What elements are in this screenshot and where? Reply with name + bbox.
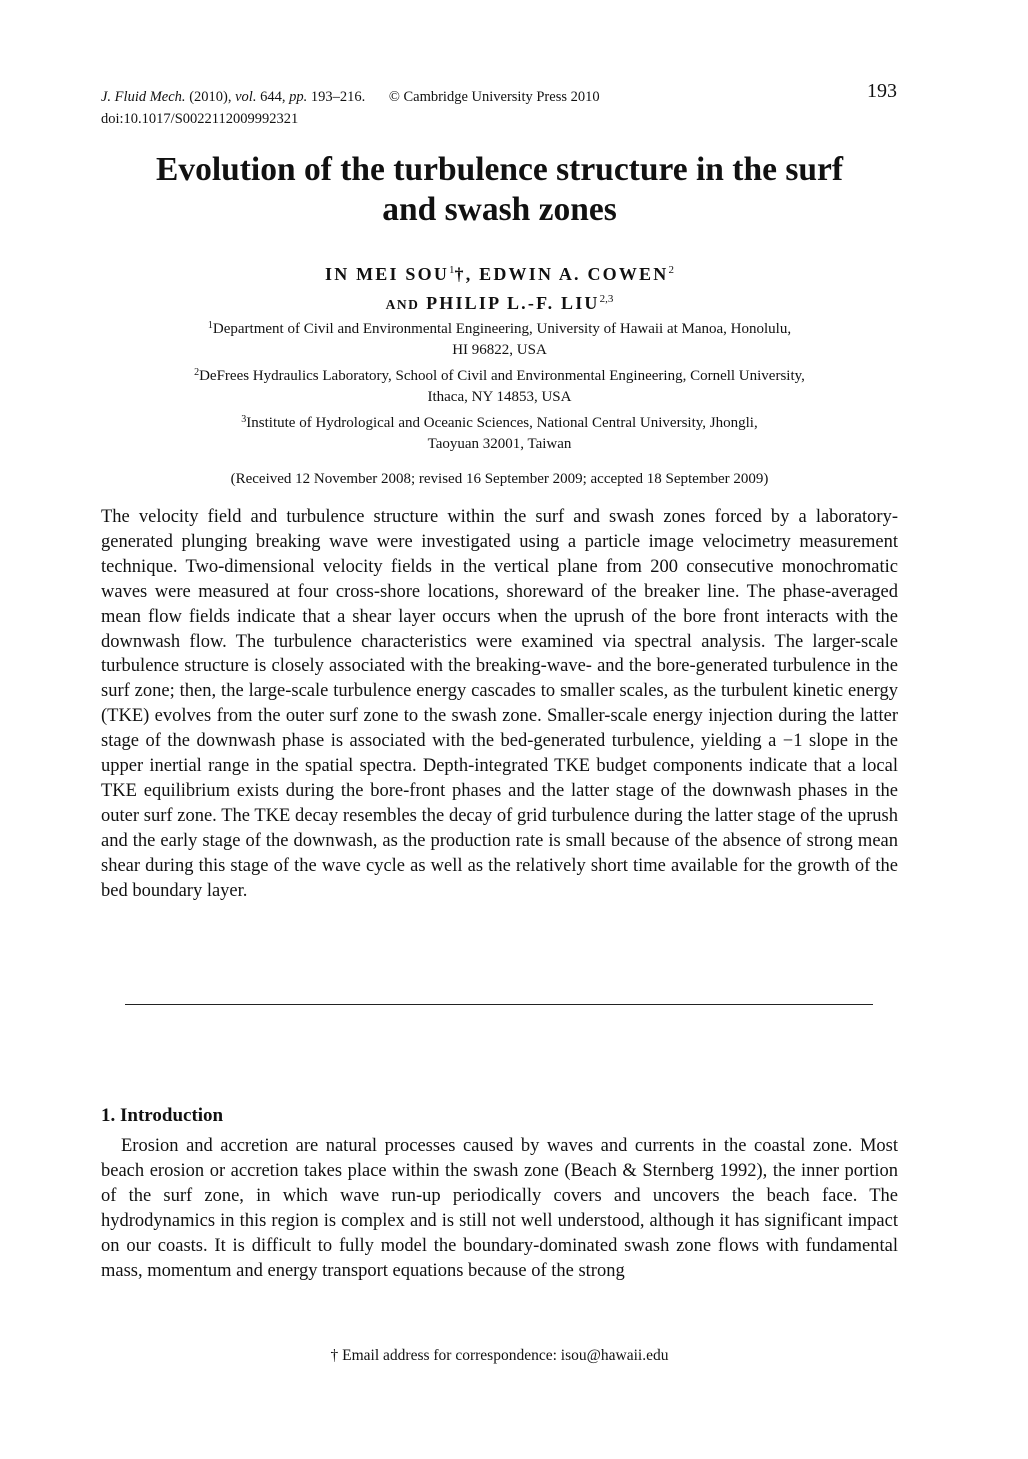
received-dates: (Received 12 November 2008; revised 16 September 2009; accepted 18 September 2009) <box>230 471 769 487</box>
volume-label: vol. <box>235 89 257 105</box>
author-conjunction: AND <box>385 297 420 312</box>
paper-title <box>101 150 898 230</box>
author-line-2 <box>101 287 898 317</box>
volume-number: 644, <box>260 89 286 105</box>
author-sou: IN MEI SOU <box>325 264 450 284</box>
pages-label: pp. <box>289 89 308 105</box>
page-number: 193 <box>867 80 897 102</box>
affiliation-3-line-1 <box>101 409 898 434</box>
author-separator: , <box>465 264 473 284</box>
dagger-mark: † <box>454 264 466 284</box>
abstract-text: The velocity field and turbulence structure within the surf and swash zones forced by a laboratory-generated plunging breaking wave were investigated using a particle image velocimetry measurement technique. Two-dimensional velocity fields in the vertical plane from 200 consecutive monochromatic waves were measured at four cross-shore locations, shoreward of the breaker line. The phase-averaged mean flow fields indicate that a shear layer occurs when the uprush of the bore front interacts with the downwash flow. The turbulence characteristics were examined via spectral analysis. The larger-scale turbulence structure is closely associated with the breaking-wave- and the bore-generated turbulence in the surf zone; then, the large-scale turbulence energy cascades to smaller scales, as the turbulent kinetic energy (TKE) evolves from the outer surf zone to the swash zone. Smaller-scale energy injection during the latter stage of the downwash phase is associated with the bed-generated turbulence, yielding a −1 slope in the upper inertial range in the spatial spectra. Depth-integrated TKE budget components indicate that a local TKE equilibrium exists during the bore-front phases and the latter stage of the downwash phases in the outer surf zone. The TKE decay resembles the decay of grid turbulence during the latter stage of the uprush and the early stage of the downwash, as the production rate is small because of the absence of strong mean shear during this stage of the wave cycle as well as the relatively short time available for the growth of the bed boundary layer. <box>101 507 898 901</box>
author-liu-affil: 2,3 <box>599 293 614 305</box>
author-line-1 <box>101 258 898 287</box>
author-cowen-affil: 2 <box>668 264 674 276</box>
journal-year: (2010), <box>189 89 232 105</box>
affiliation-2-line-1 <box>101 362 898 387</box>
doi: doi:10.1017/S0022112009992321 <box>101 111 299 127</box>
affiliation-2-text: DeFrees Hydraulics Laboratory, School of Civil and Environmental Engineering, Cornell University, <box>199 368 805 384</box>
affiliation-2-marker: 2 <box>194 367 200 378</box>
introduction-text: Erosion and accretion are natural processes caused by waves and currents in the coastal zone. Most beach erosion or accretion takes place within the swash zone (Beach & Sternberg 1992), the inner portion of the surf zone, in which wave run-up periodically covers and uncovers the beach face. The hydrodynamics in this region is complex and is still not well understood, although it has significant impact on our coasts. It is difficult to fully model the boundary-dominated swash zone flows with fundamental mass, momentum and energy transport equations because of the strong <box>101 1136 898 1281</box>
author-list <box>101 258 898 317</box>
section-heading: 1. Introduction <box>101 1105 224 1126</box>
author-cowen: EDWIN A. COWEN <box>479 264 669 284</box>
copyright-notice: © Cambridge University Press 2010 <box>388 89 600 105</box>
affiliation-1-line-2: HI 96822, USA <box>452 342 547 358</box>
citation-line <box>101 86 741 108</box>
affiliation-1-marker: 1 <box>207 320 213 331</box>
correspondence-footnote: † Email address for correspondence: isou@hawaii.edu <box>330 1347 669 1364</box>
abstract-divider <box>125 1004 873 1005</box>
affiliation-3 <box>101 409 898 455</box>
affiliation-1 <box>101 315 898 361</box>
title-line-1: Evolution of the turbulence structure in the surf <box>155 151 844 188</box>
affiliation-1-line-1 <box>101 315 898 340</box>
journal-name: J. Fluid Mech. <box>101 89 186 105</box>
affiliation-1-text: Department of Civil and Environmental Engineering, University of Hawaii at Manoa, Honolulu, <box>212 321 792 337</box>
author-liu: PHILIP L.-F. LIU <box>426 293 600 313</box>
affiliation-2-line-2: Ithaca, NY 14853, USA <box>427 389 572 405</box>
page-range: 193–216. <box>310 89 366 105</box>
affiliation-3-line-2: Taoyuan 32001, Taiwan <box>427 436 572 452</box>
running-header <box>101 86 741 130</box>
affiliation-3-marker: 3 <box>241 414 247 425</box>
author-sou-affil: 1 <box>449 264 455 276</box>
title-line-2: and swash zones <box>382 191 617 228</box>
affiliation-2 <box>101 362 898 408</box>
affiliation-3-text: Institute of Hydrological and Oceanic Sciences, National Central University, Jhongli, <box>246 415 758 431</box>
